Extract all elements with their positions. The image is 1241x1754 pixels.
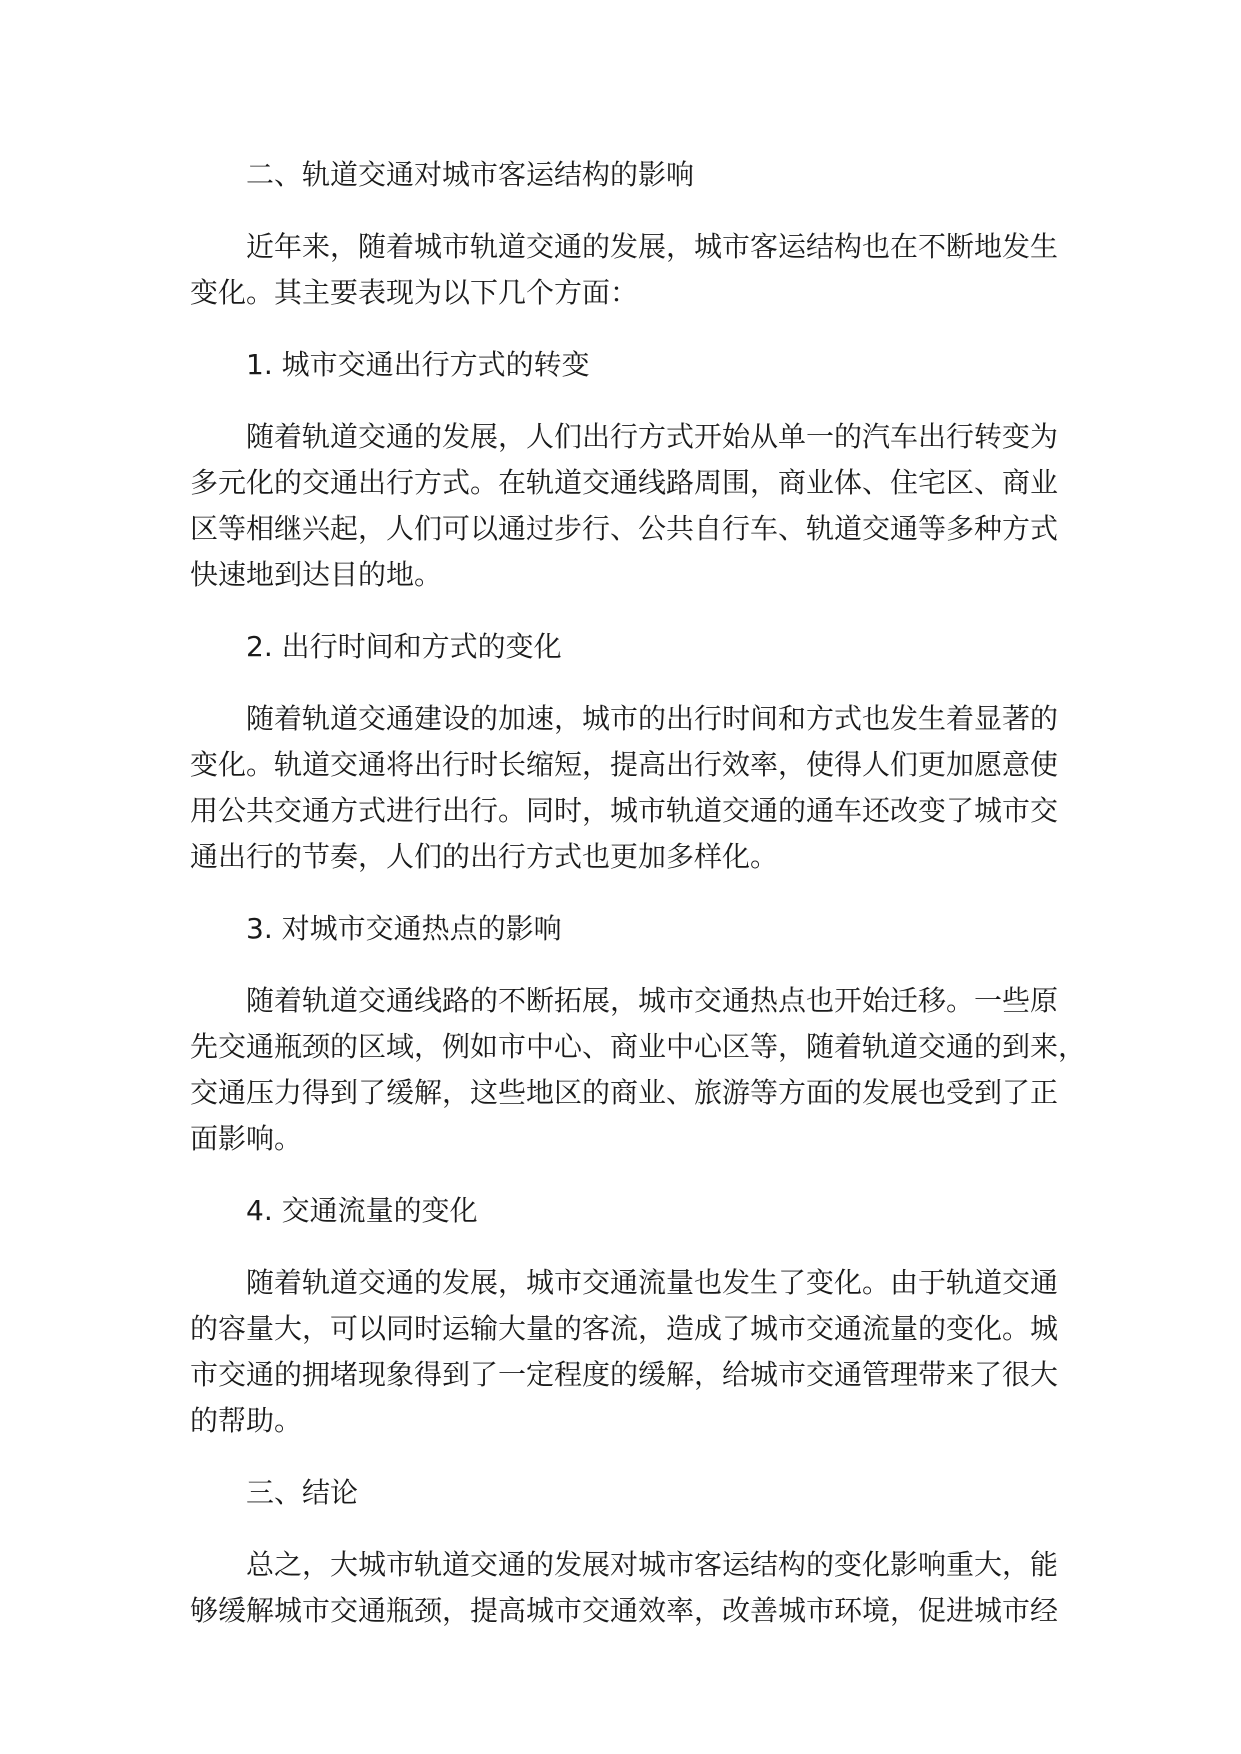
text-line: 市交通的拥堵现象得到了一定程度的缓解，给城市交通管理带来了很大	[190, 1358, 1059, 1391]
text-line: 面影响。	[190, 1122, 303, 1155]
section-heading	[190, 342, 1080, 388]
section-heading	[190, 152, 1080, 198]
text-line: 快速地到达目的地。	[190, 558, 443, 591]
paragraph	[190, 1542, 1080, 1634]
text-line: 够缓解城市交通瓶颈，提高城市交通效率，改善城市环境，促进城市经	[190, 1594, 1059, 1627]
text-line: 通出行的节奏，人们的出行方式也更加多样化。	[190, 840, 779, 873]
text-line: 随着轨道交通的发展，城市交通流量也发生了变化。由于轨道交通	[246, 1266, 1059, 1299]
text-line: 3. 对城市交通热点的影响	[246, 912, 562, 945]
section-heading	[190, 906, 1080, 952]
text-line: 近年来，随着城市轨道交通的发展，城市客运结构也在不断地发生	[246, 230, 1059, 263]
paragraph	[190, 1260, 1080, 1444]
text-line: 总之，大城市轨道交通的发展对城市客运结构的变化影响重大，能	[246, 1548, 1059, 1581]
text-line: 多元化的交通出行方式。在轨道交通线路周围，商业体、住宅区、商业	[190, 466, 1059, 499]
text-line: 二、轨道交通对城市客运结构的影响	[246, 158, 695, 191]
text-line: 区等相继兴起，人们可以通过步行、公共自行车、轨道交通等多种方式	[190, 512, 1059, 545]
text-line: 先交通瓶颈的区域，例如市中心、商业中心区等，随着轨道交通的到来，	[190, 1030, 1087, 1063]
paragraph	[190, 696, 1080, 880]
text-line: 变化。轨道交通将出行时长缩短，提高出行效率，使得人们更加愿意使	[190, 748, 1059, 781]
text-line: 1. 城市交通出行方式的转变	[246, 348, 590, 381]
text-line: 随着轨道交通建设的加速，城市的出行时间和方式也发生着显著的	[246, 702, 1059, 735]
section-heading	[190, 1470, 1080, 1516]
paragraph	[190, 978, 1087, 1162]
paragraph	[190, 414, 1080, 598]
text-line: 随着轨道交通的发展，人们出行方式开始从单一的汽车出行转变为	[246, 420, 1059, 453]
text-line: 变化。其主要表现为以下几个方面：	[190, 276, 639, 309]
document-page	[190, 152, 1087, 1660]
paragraph	[190, 224, 1080, 316]
text-line: 的帮助。	[190, 1404, 303, 1437]
text-line: 随着轨道交通线路的不断拓展，城市交通热点也开始迁移。一些原	[246, 984, 1059, 1017]
section-heading	[190, 1188, 1080, 1234]
text-line: 的容量大，可以同时运输大量的客流，造成了城市交通流量的变化。城	[190, 1312, 1059, 1345]
section-heading	[190, 624, 1080, 670]
text-line: 交通压力得到了缓解，这些地区的商业、旅游等方面的发展也受到了正	[190, 1076, 1059, 1109]
text-line: 4. 交通流量的变化	[246, 1194, 478, 1227]
text-line: 2. 出行时间和方式的变化	[246, 630, 562, 663]
text-line: 用公共交通方式进行出行。同时，城市轨道交通的通车还改变了城市交	[190, 794, 1059, 827]
text-line: 三、结论	[246, 1476, 359, 1509]
